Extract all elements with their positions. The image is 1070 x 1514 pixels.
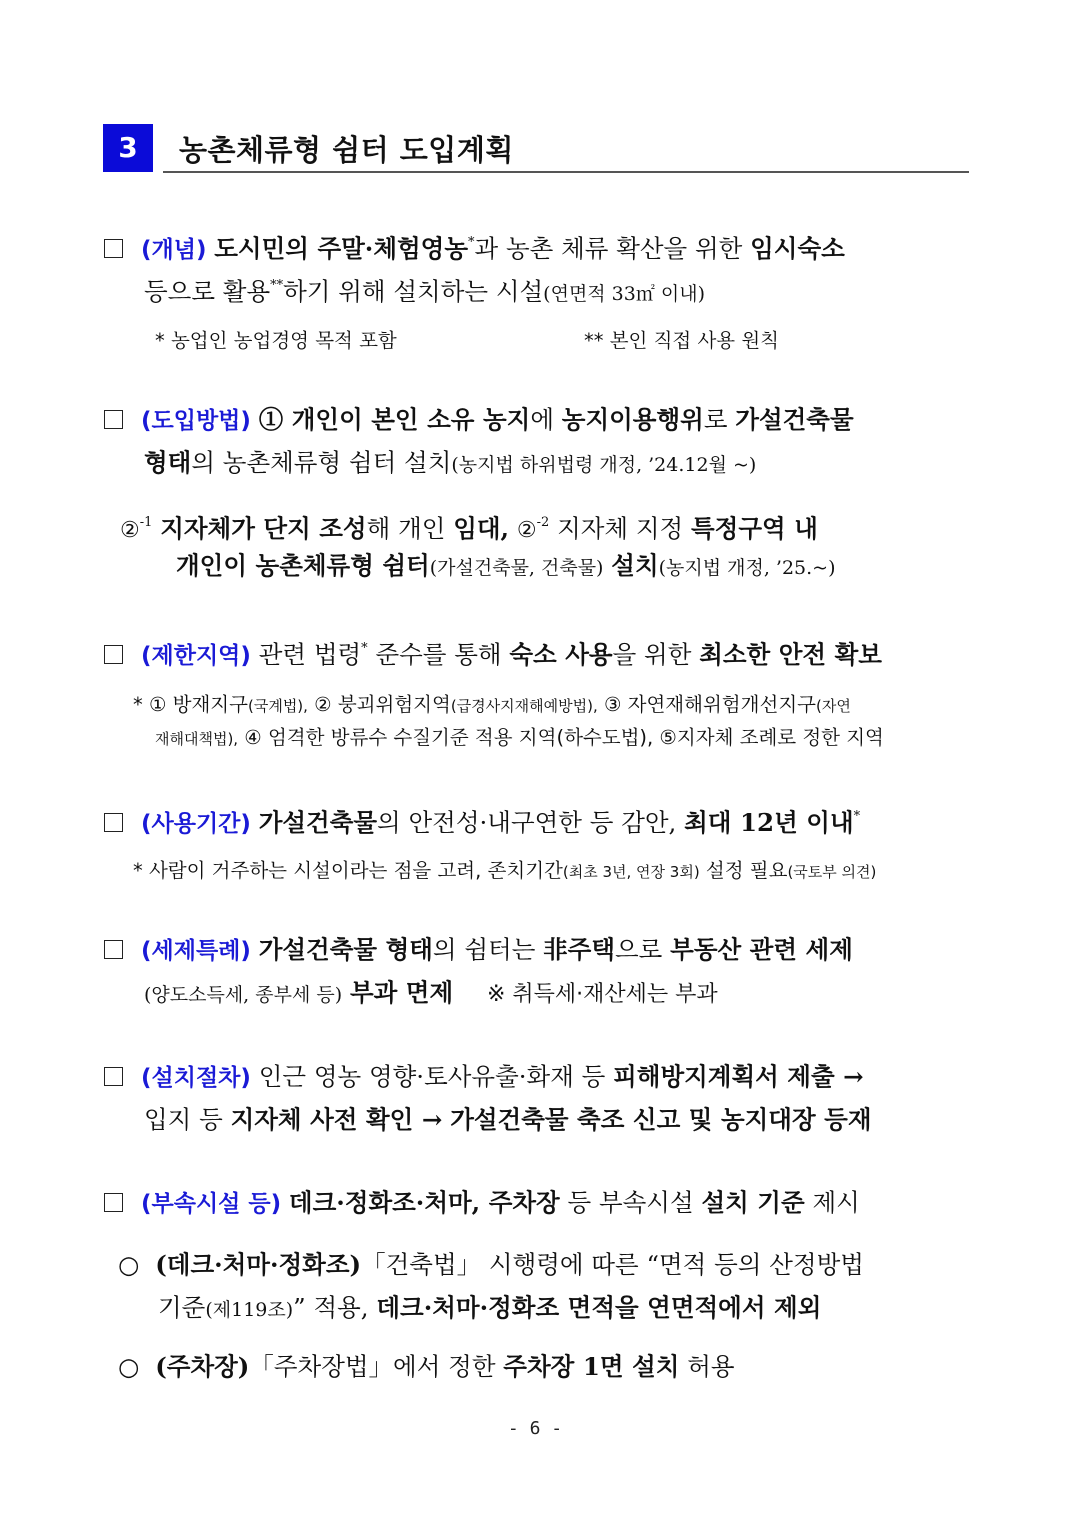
note-law: 재해대책법),: [155, 730, 239, 748]
note-law: (급경사지재해예방법),: [450, 697, 598, 715]
restrict-text-bold: 최소한 안전 확보: [699, 640, 882, 669]
procedure-tag: (설치절차): [141, 1065, 251, 1091]
period-footnote: [133, 858, 876, 885]
method-text-bold: 가설건축물: [735, 405, 854, 434]
procedure-line-2: [144, 1105, 872, 1135]
tax-tag: (세제특례): [141, 938, 251, 964]
facility-sub2-line: [118, 1352, 735, 1382]
concept-area-note: (연면적 33㎡ 이내): [543, 283, 706, 305]
period-text-bold: 최대 12년 이내: [684, 808, 854, 837]
facility-sub-text-bold: 데크·처마·정화조 면적을 연면적에서 제외: [376, 1293, 822, 1322]
concept-tag: (개념): [141, 237, 207, 263]
method-text-bold: 형태: [144, 448, 192, 477]
checkbox-bullet: [104, 239, 123, 258]
facility-text-bold: 데크·정화조·처마, 주차장: [288, 1188, 560, 1217]
facility-sub-text: 「건축법」 시행령에 따른 “면적 등의 산정방법: [361, 1250, 864, 1279]
restrict-footnote-1: [133, 692, 851, 719]
concept-text: 하기 위해 설치하는 시설: [283, 277, 544, 306]
concept-text: 등으로 활용: [144, 277, 271, 306]
checkbox-bullet: [104, 645, 123, 664]
concept-text-bold: 도시민의 주말·체험영농: [214, 234, 468, 263]
method-text: 지자체 지정: [557, 514, 684, 543]
note-text: * ① 방재지구: [133, 693, 248, 716]
tax-remark: ※ 취득세·재산세는 부과: [486, 982, 718, 1007]
method-line-4: [176, 551, 836, 583]
facility-sub-text-bold: 주차장 1면 설치: [503, 1352, 680, 1381]
tax-text: 으로: [615, 935, 663, 964]
method-text-bold: 농지이용행위: [561, 405, 704, 434]
restrict-text: 을 위한: [612, 640, 692, 669]
checkbox-bullet: [104, 813, 123, 832]
method-text: 의 농촌체류형 쉼터 설치: [191, 448, 452, 477]
note-text: ③ 자연재해위험개선지구: [603, 693, 816, 716]
restrict-text: 준수를 통해: [375, 640, 502, 669]
checkbox-bullet: [104, 940, 123, 959]
method-text-bold: ① 개인이 본인 소유 농지: [258, 405, 531, 434]
sub-index: -1: [139, 515, 153, 530]
period-line-1: [104, 802, 860, 839]
facility-text: 제시: [812, 1188, 860, 1217]
procedure-text-bold: 피해방지계획서 제출 →: [613, 1062, 864, 1091]
facility-sub-text: ” 적용,: [293, 1293, 369, 1322]
footnote-mark: *: [468, 235, 475, 250]
tax-text: 의 쉼터는: [432, 935, 536, 964]
footnote-mark: **: [270, 278, 284, 293]
facility-sub-text: 허용: [687, 1352, 735, 1381]
note-law: (자연: [816, 697, 851, 715]
restrict-text: 관련 법령: [258, 640, 362, 669]
concept-line-1: [104, 228, 845, 265]
footnote-mark: *: [361, 641, 368, 656]
tax-text-bold: 가설건축물 형태: [258, 935, 433, 964]
facility-sub-note: (제119조): [205, 1299, 294, 1321]
concept-footnote-1: * 농업인 농업경영 목적 포함: [155, 329, 397, 352]
section-header: [103, 124, 969, 174]
facility-sub1-line-1: [118, 1250, 864, 1280]
method-line-3: [120, 508, 818, 546]
note-text: ④ 엄격한 방류수 수질기준 적용 지역(하수도법), ⑤지자체 조례로 정한 지역: [244, 726, 884, 749]
restrict-footnote-2: [155, 725, 884, 752]
concept-text: 과 농촌 체류 확산을 위한: [474, 234, 743, 263]
procedure-text: 입지 등: [144, 1105, 223, 1134]
header-underline: [163, 171, 969, 173]
circle-bullet: ○: [118, 1352, 140, 1381]
checkbox-bullet: [104, 410, 123, 429]
facility-sub-text-bold: (주차장): [155, 1352, 250, 1381]
facility-text-bold: 설치 기준: [701, 1188, 805, 1217]
tax-text-bold: 부과 면제: [349, 978, 454, 1007]
facility-sub-text: 「주차장법」에서 정한: [249, 1352, 496, 1381]
page-number: - 6 -: [507, 1418, 563, 1439]
note-law: (국계법),: [247, 697, 308, 715]
procedure-text-bold: 지자체 사전 확인 →: [230, 1105, 443, 1134]
procedure-text: 인근 영농 영향·토사유출·화재 등: [258, 1062, 606, 1091]
concept-footnote-2: ** 본인 직접 사용 원칙: [584, 329, 779, 352]
concept-text-bold: 임시숙소: [750, 234, 845, 263]
method-line-1: [104, 405, 854, 436]
procedure-text-bold: 가설건축물 축조 신고 및 농지대장 등재: [450, 1105, 872, 1134]
restrict-line-1: [104, 634, 882, 671]
method-line-2: [144, 448, 756, 480]
tax-note: (양도소득세, 종부세 등): [144, 984, 343, 1006]
restrict-tag: (제한지역): [141, 643, 251, 669]
facility-sub1-line-2: [158, 1293, 821, 1325]
method-text-bold: 임대,: [453, 514, 510, 543]
method-law-note: (농지법 하위법령 개정, ’24.12월 ~): [451, 454, 757, 476]
method-text-bold: 설치: [611, 551, 659, 580]
method-text: 해 개인: [366, 514, 446, 543]
facility-line-1: [104, 1188, 860, 1219]
checkbox-bullet: [104, 1067, 123, 1086]
method-text-bold: 특정구역 내: [691, 514, 818, 543]
method-building-note: (가설건축물, 건축물): [429, 557, 604, 579]
tax-text-bold: 부동산 관련 세제: [670, 935, 853, 964]
checkbox-bullet: [104, 1193, 123, 1212]
note-law: (최초 3년, 연장 3회): [562, 863, 700, 881]
circled-number: ②: [120, 518, 140, 543]
period-text: 의 안전성·내구연한 등 감안,: [377, 808, 677, 837]
circle-bullet: ○: [118, 1250, 140, 1279]
facility-tag: (부속시설 등): [141, 1191, 282, 1217]
method-text-bold: 개인이 농촌체류형 쉼터: [176, 551, 430, 580]
tax-line-2: [144, 978, 718, 1010]
note-text: 설정 필요: [705, 859, 788, 882]
section-number-badge: 3: [103, 124, 153, 172]
method-text-bold: 지자체가 단지 조성: [160, 514, 367, 543]
sub-index: -2: [536, 515, 550, 530]
note-text: ② 붕괴위험지역: [314, 693, 451, 716]
method-law-note: (농지법 개정, ’25.~): [658, 557, 836, 579]
facility-sub-text: 기준: [158, 1293, 206, 1322]
restrict-text-bold: 숙소 사용: [509, 640, 613, 669]
tax-line-1: [104, 935, 853, 966]
method-text: 에: [530, 405, 554, 434]
note-text: * 사람이 거주하는 시설이라는 점을 고려, 존치기간: [133, 859, 563, 882]
circled-number: ②: [516, 518, 537, 543]
facility-text: 등 부속시설: [567, 1188, 694, 1217]
method-text: 로: [703, 405, 728, 434]
period-tag: (사용기간): [141, 811, 251, 837]
concept-line-2: [144, 271, 705, 309]
section-title: 농촌체류형 쉼터 도입계획: [179, 133, 514, 167]
tax-text-bold: 非주택: [543, 935, 616, 964]
method-tag: (도입방법): [141, 408, 251, 434]
procedure-line-1: [104, 1062, 864, 1093]
facility-sub-text-bold: (데크·처마·정화조): [155, 1250, 362, 1279]
note-law: (국토부 의견): [787, 863, 877, 881]
footnote-mark: *: [853, 809, 861, 824]
period-text-bold: 가설건축물: [258, 808, 378, 837]
